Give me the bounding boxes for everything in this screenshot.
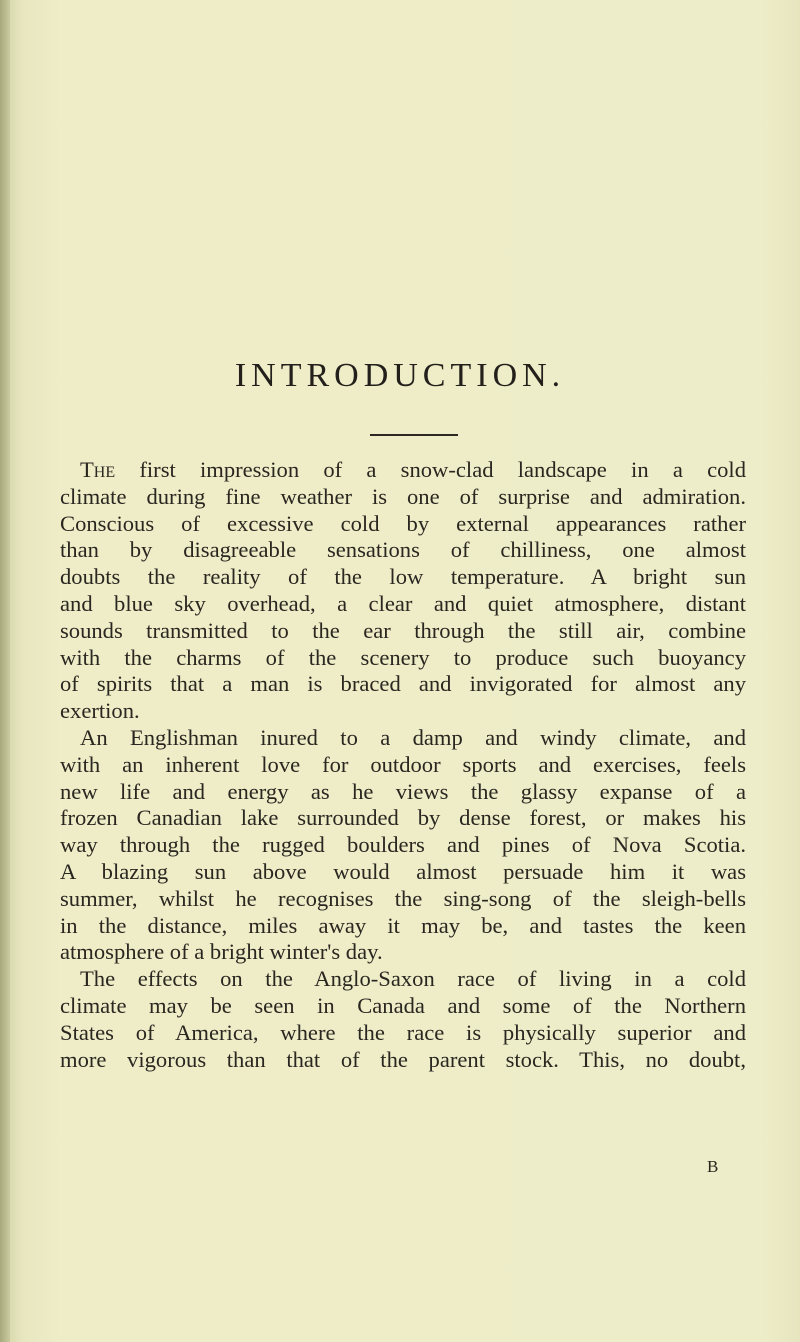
paragraph-2-line-1: An Englishman inured to a damp and windy climate, and (80, 724, 746, 750)
paragraph-1-line-8: with the charms of the scenery to produce such buoyancy (60, 644, 746, 670)
chapter-heading: INTRODUCTION. (234, 357, 566, 394)
paragraph-1-lead-word: The (80, 457, 116, 482)
paragraph-1-line-5: doubts the reality of the low temperature. A bright sun (60, 564, 746, 590)
paragraph-1-line-6: and blue sky overhead, a clear and quiet atmosphere, distant (60, 590, 746, 616)
paragraph-1-line-7: sounds transmitted to the ear through the still air, combine (60, 617, 746, 643)
paragraph-2-line-3: new life and energy as he views the glassy expanse of a (60, 778, 746, 804)
paragraph-2-line-4: frozen Canadian lake surrounded by dense forest, or makes his (60, 805, 746, 831)
paragraph-3-line-4: more vigorous than that of the parent stock. This, no doubt, (60, 1046, 746, 1072)
paragraph-1-line-2: climate during fine weather is one of surprise and admiration. (60, 483, 746, 509)
paragraph-2-line-7: summer, whilst he recognises the sing-song of the sleigh-bells (60, 885, 746, 911)
heading-divider-rule (370, 434, 458, 436)
paragraph-1-line-3: Conscious of excessive cold by external appearances rather (60, 510, 746, 536)
page-gutter-shadow (0, 0, 10, 1342)
signature-mark: B (707, 1157, 719, 1176)
paragraph-2-line-6: A blazing sun above would almost persuade him it was (60, 858, 746, 884)
paragraph-3-line-3: States of America, where the race is physically superior and (60, 1019, 746, 1045)
paragraph-3-line-1: The effects on the Anglo-Saxon race of living in a cold (80, 966, 746, 992)
paragraph-1-line-9: of spirits that a man is braced and invigorated for almost any (60, 671, 746, 697)
paragraph-3-line-2: climate may be seen in Canada and some of the Northern (60, 992, 746, 1018)
body-text (60, 457, 746, 1073)
paragraph-2-line-5: way through the rugged boulders and pines of Nova Scotia. (60, 832, 746, 858)
paragraph-1-line-4: than by disagreeable sensations of chilliness, one almost (60, 537, 746, 563)
paragraph-1-line-1: The first impression of a snow-clad landscape in a cold (80, 457, 746, 482)
paragraph-2-line-8: in the distance, miles away it may be, and tastes the keen (60, 912, 746, 938)
paragraph-2-line-9: atmosphere of a bright winter's day. (60, 939, 383, 965)
paragraph-1-line-10: exertion. (60, 698, 140, 724)
paragraph-2-line-2: with an inherent love for outdoor sports and exercises, feels (60, 751, 746, 777)
